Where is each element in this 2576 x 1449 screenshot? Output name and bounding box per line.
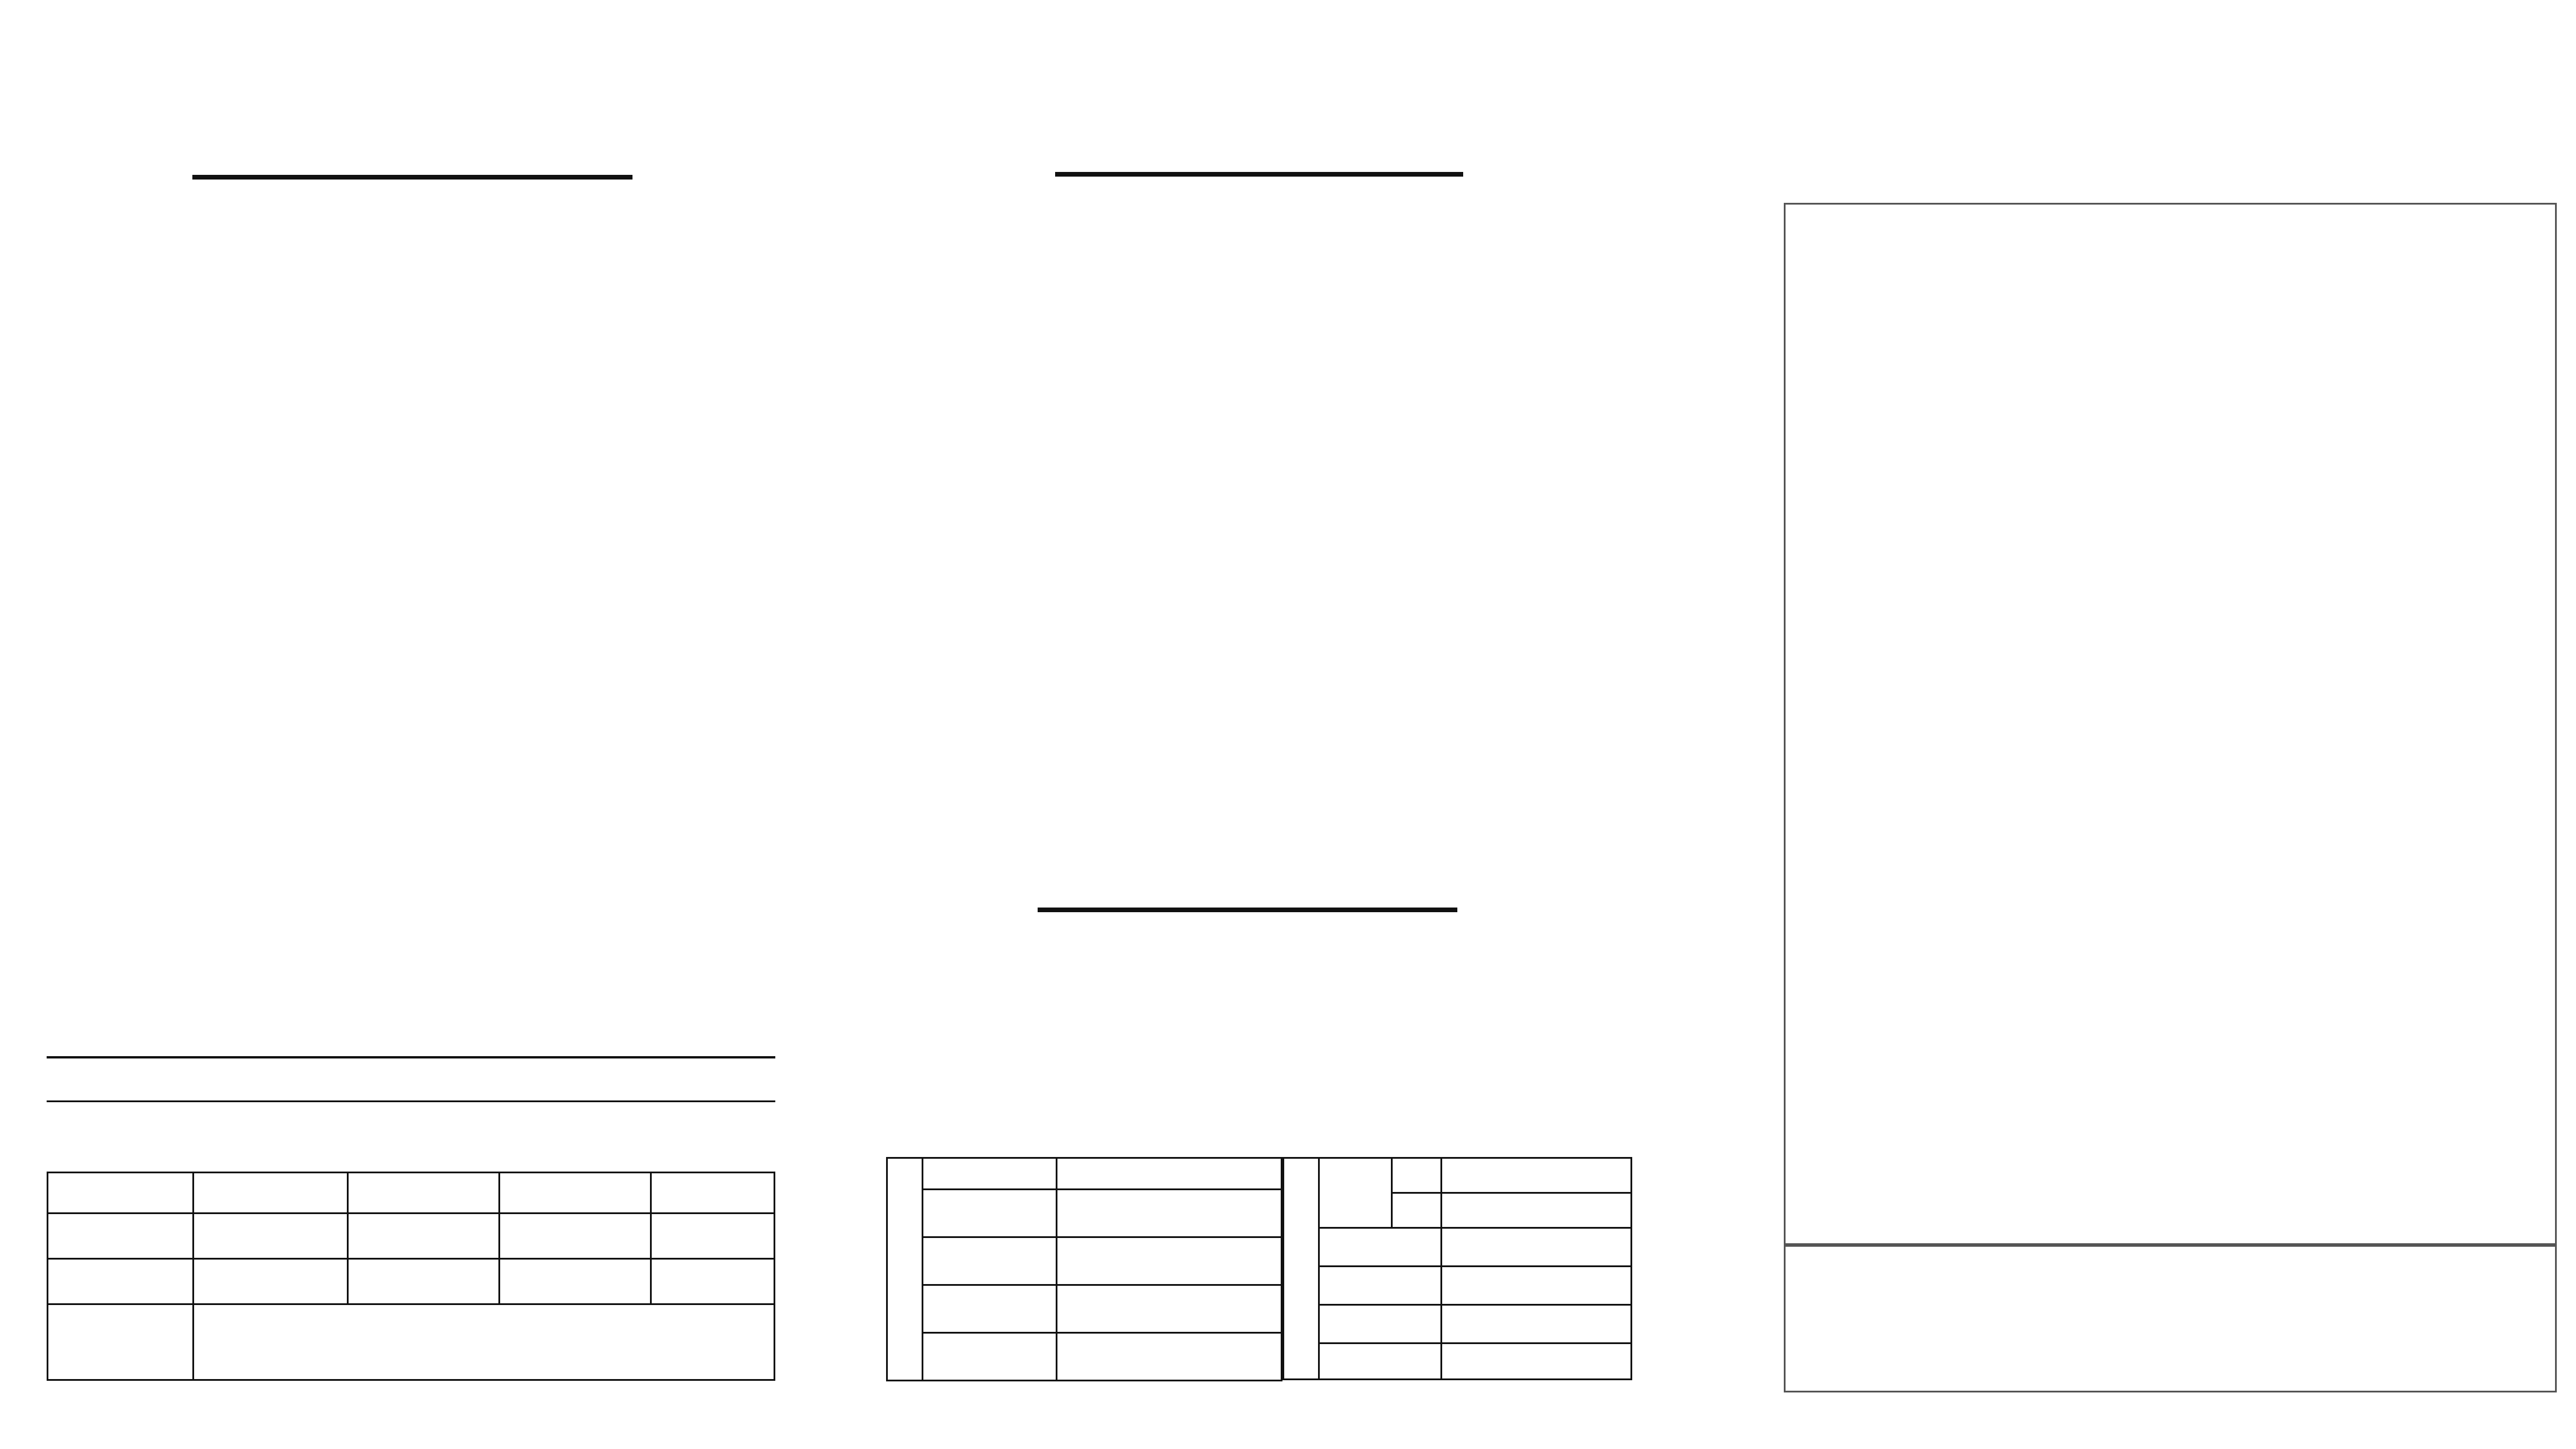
title-underline [1038,908,1457,912]
table-cell [923,1333,1057,1381]
header-cell [194,1173,348,1214]
header-cell [500,1173,651,1214]
adult-label [1284,1158,1319,1380]
table-cell [1057,1190,1282,1237]
table-cell [1442,1228,1632,1267]
header-cell [348,1173,500,1214]
table-cell [1442,1158,1632,1193]
bank-accounts [1784,1243,2557,1392]
header-cell [651,1173,775,1214]
table-cell [1442,1193,1632,1228]
table-cell [923,1285,1057,1333]
table-cell [348,1214,500,1259]
header-cell [1057,1158,1282,1190]
table-cell [194,1214,348,1259]
table-cell [1442,1305,1632,1344]
table-cell [194,1259,348,1304]
table-cell [1442,1267,1632,1305]
table-cell [1319,1344,1442,1380]
table-cell [1057,1237,1282,1285]
table-cell [1319,1228,1442,1267]
title-underline [1055,172,1463,177]
adult-schedule-table [1282,1157,1632,1380]
table-cell [348,1259,500,1304]
committee-table [47,1172,775,1381]
divider [47,1100,775,1102]
table-cell [1319,1267,1442,1305]
table-cell [1057,1333,1282,1381]
sunday-day-label [1319,1158,1392,1228]
title-underline [192,175,632,180]
table-cell [1442,1344,1632,1380]
table-cell [500,1214,651,1259]
header-cell [923,1158,1057,1190]
table-cell [651,1214,775,1259]
school-schedule-table [886,1157,1282,1381]
march-notes [194,1304,775,1380]
table-cell [923,1237,1057,1285]
table-cell [1392,1193,1442,1228]
header-cell [48,1173,194,1214]
table-cell [1319,1305,1442,1344]
school-label [887,1158,923,1381]
divider [47,1056,775,1058]
table-cell [651,1259,775,1304]
table-cell [1057,1285,1282,1333]
table-cell [500,1259,651,1304]
offering-list [1784,203,2557,1247]
table-cell [48,1259,194,1304]
table-cell [48,1214,194,1259]
march-label [48,1304,194,1380]
table-cell [923,1190,1057,1237]
table-cell [1392,1158,1442,1193]
